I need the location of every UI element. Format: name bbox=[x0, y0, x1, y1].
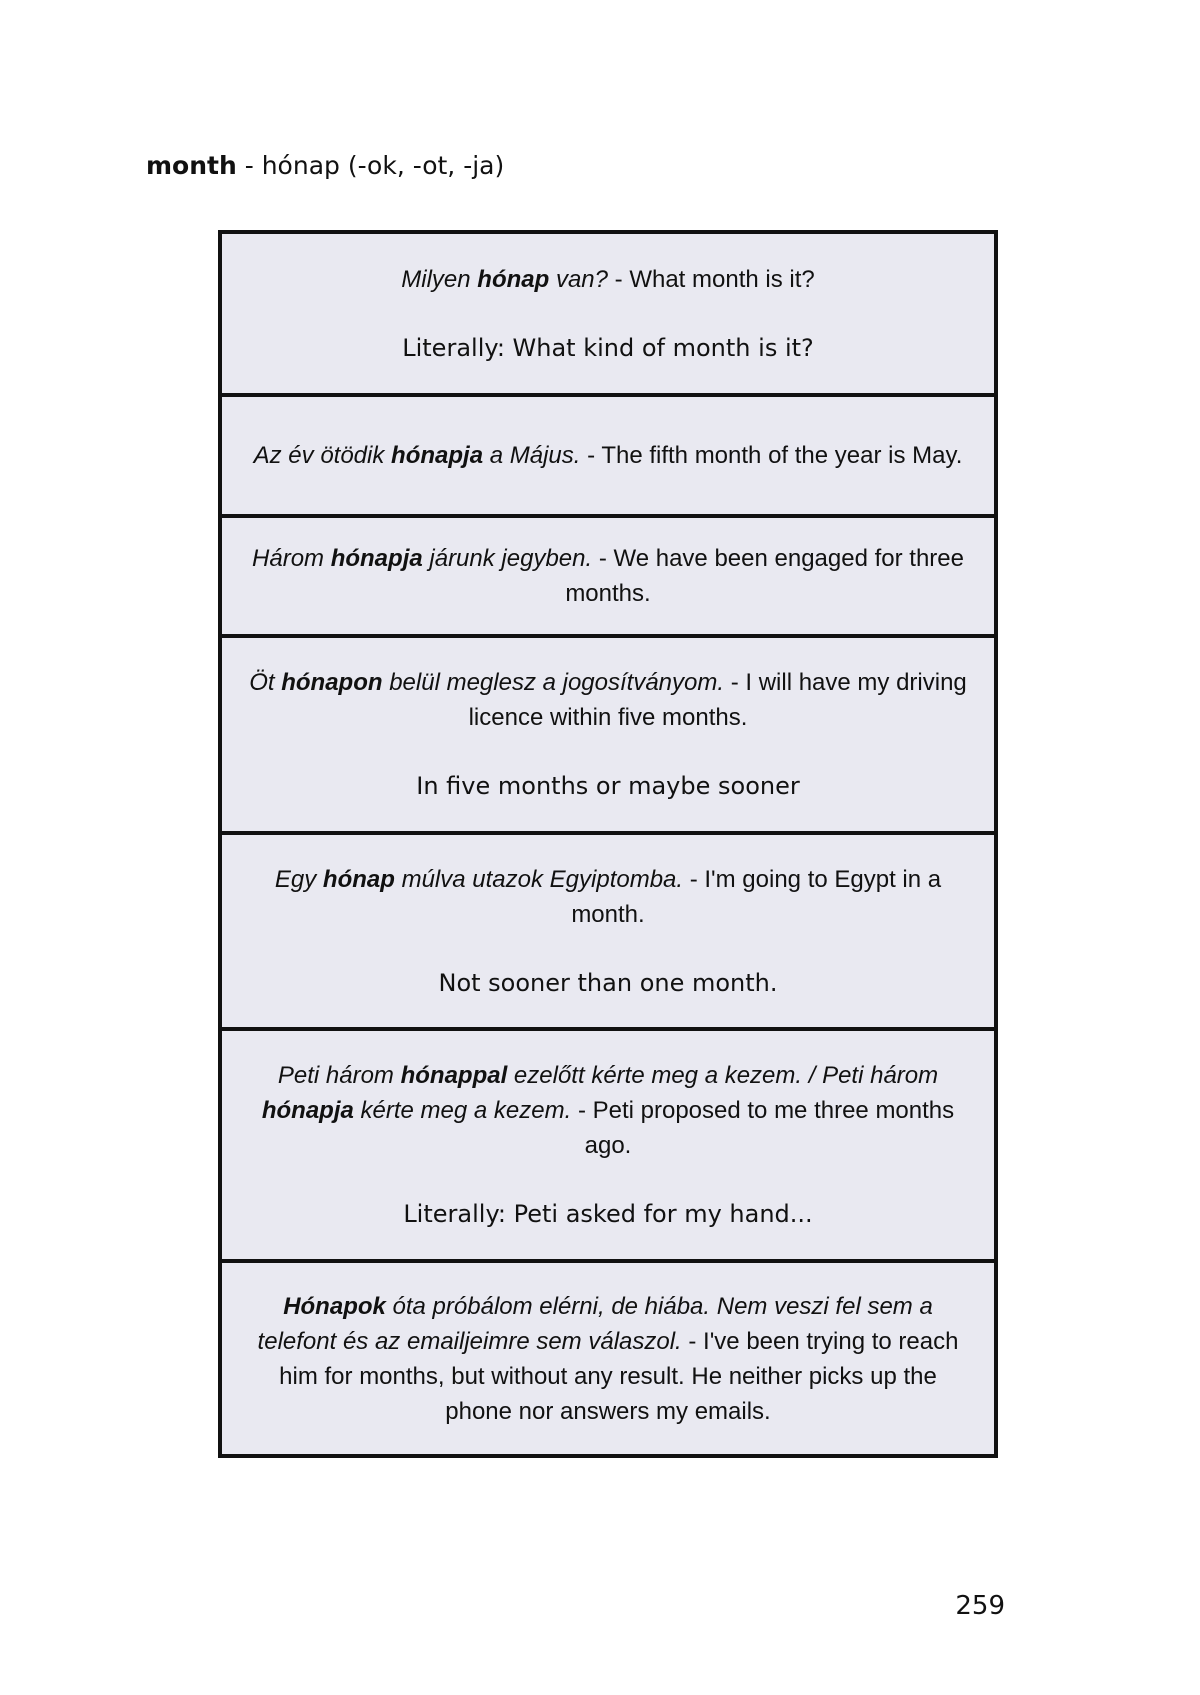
english-translation: - Peti proposed to me three months ago. bbox=[571, 1097, 955, 1159]
example-row bbox=[222, 835, 994, 1031]
example-note: In five months or maybe sooner bbox=[416, 772, 800, 800]
example-row bbox=[222, 397, 994, 518]
example-sentence bbox=[248, 862, 968, 932]
hungarian-text: Egy hónap múlva utazok Egyiptomba. bbox=[274, 865, 684, 893]
hungarian-text: Peti három hónappal ezelőtt kérte meg a kezem. / Peti három hónapja kérte meg a kezem. bbox=[261, 1062, 939, 1124]
keyword: Hónapok bbox=[283, 1292, 386, 1320]
hungarian-text: Az év ötödik hónapja a Május. bbox=[253, 442, 581, 469]
keyword: hónappal bbox=[400, 1062, 508, 1089]
page-number: 259 bbox=[955, 1591, 1005, 1621]
example-note: Not sooner than one month. bbox=[438, 968, 778, 997]
hungarian-text: Hónapok óta próbálom elérni, de hiába. Nem veszi fel sem a telefont és az emailjeimre sem válaszol. bbox=[257, 1292, 933, 1355]
english-translation: - The fifth month of the year is May. bbox=[580, 442, 963, 469]
keyword: hónap bbox=[322, 865, 395, 893]
english-translation: - We have been engaged for three months. bbox=[565, 545, 964, 607]
headword-term: month bbox=[146, 151, 237, 180]
example-row bbox=[222, 638, 994, 835]
keyword: hónapja bbox=[391, 442, 484, 469]
english-translation: - What month is it? bbox=[608, 265, 815, 293]
keyword: hónapja bbox=[330, 545, 423, 572]
hungarian-text: Három hónapja járunk jegyben. bbox=[252, 545, 593, 572]
example-sentence bbox=[248, 262, 968, 297]
english-translation: - I will have my driving licence within five months. bbox=[468, 669, 967, 731]
example-row bbox=[222, 518, 994, 638]
english-translation: - I'm going to Egypt in a month. bbox=[571, 865, 942, 928]
entry-headword bbox=[146, 148, 504, 184]
example-row bbox=[222, 1031, 994, 1263]
examples-table bbox=[218, 230, 998, 1458]
keyword: hónapja bbox=[261, 1097, 354, 1124]
example-sentence bbox=[248, 1289, 968, 1429]
headword-translation: hónap (-ok, -ot, -ja) bbox=[261, 151, 505, 180]
keyword: hónap bbox=[477, 265, 550, 293]
example-sentence bbox=[248, 438, 968, 473]
headword-separator: - bbox=[236, 151, 262, 180]
hungarian-text: Milyen hónap van? bbox=[401, 265, 608, 293]
keyword: hónapon bbox=[281, 669, 383, 696]
example-row bbox=[222, 1263, 994, 1454]
example-note: Literally: What kind of month is it? bbox=[402, 333, 814, 362]
example-sentence bbox=[248, 1058, 968, 1163]
english-translation: - I've been trying to reach him for months, but without any result. He neither picks up the phone nor answers my emails. bbox=[279, 1327, 959, 1425]
example-row bbox=[222, 234, 994, 397]
example-sentence bbox=[248, 541, 968, 611]
example-note: Literally: Peti asked for my hand... bbox=[403, 1200, 813, 1228]
example-sentence bbox=[248, 665, 968, 735]
hungarian-text: Öt hónapon belül meglesz a jogosítványom. bbox=[249, 669, 725, 696]
